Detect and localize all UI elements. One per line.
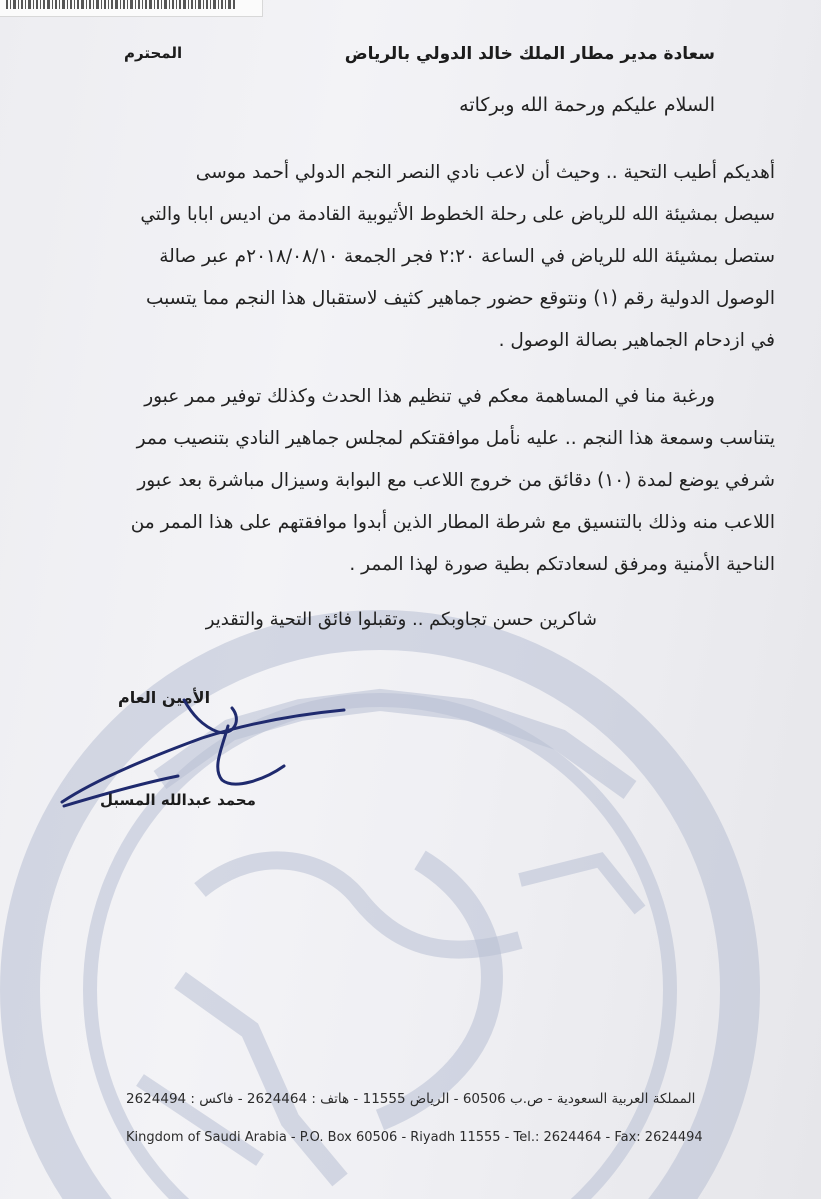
paragraph1-line-2: سيصل بمشيئة الله للرياض على رحلة الخطوط الأثيوبية القادمة من اديس ابابا والتي [140, 204, 775, 225]
barcode-stub [0, 0, 263, 17]
closing-line: شاكرين حسن تجاوبكم .. وتقبلوا فائق التحية والتقدير [205, 609, 597, 630]
paragraph1-line-1: أهديكم أطيب التحية .. وحيث أن لاعب نادي النصر النجم الدولي أحمد موسى [195, 162, 775, 183]
paragraph2-line-2: يتناسب وسمعة هذا النجم .. عليه نأمل موافقتكم لمجلس جماهير النادي بتنصيب ممر [136, 428, 775, 449]
honorific: المحترم [124, 44, 183, 62]
paragraph2-line-3: شرفي يوضع لمدة (١٠) دقائق من خروج اللاعب مع البوابة وسيزال مباشرة بعد عبور [137, 470, 775, 491]
greeting: السلام عليكم ورحمة الله وبركاته [459, 94, 715, 116]
footer-address-english: Kingdom of Saudi Arabia - P.O. Box 60506 - Riyadh 11555 - Tel.: 2624464 - Fax: 2624494 [126, 1130, 703, 1145]
signatory-title: الأمين العام [118, 688, 211, 707]
paragraph2-line-5: الناحية الأمنية ومرفق لسعادتكم بطية صورة لهذا الممر . [349, 554, 775, 575]
paragraph1-line-4: الوصول الدولية رقم (١) ونتوقع حضور جماهير كثيف لاستقبال هذا النجم مما يتسبب [145, 288, 775, 309]
paragraph1-line-3: ستصل بمشيئة الله للرياض في الساعة ٢:٢٠ فجر الجمعة ٢٠١٨/٠٨/١٠م عبر صالة [159, 246, 775, 267]
paragraph2-line-1: ورغبة منا في المساهمة معكم في تنظيم هذا الحدث وكذلك توفير ممر عبور [144, 386, 715, 407]
paragraph1-line-5: في ازدحام الجماهير بصالة الوصول . [498, 330, 775, 351]
addressee-line: سعادة مدير مطار الملك خالد الدولي بالرياض [344, 44, 715, 64]
barcode-icon [6, 0, 236, 9]
paragraph2-line-4: اللاعب منه وذلك بالتنسيق مع شرطة المطار الذين أبدوا موافقتهم على هذا الممر من [130, 512, 775, 533]
footer-address-arabic: المملكة العربية السعودية - ص.ب 60506 - الرياض 11555 - هاتف : 2624464 - فاكس : 2624494 [126, 1091, 696, 1107]
signatory-name: محمد عبدالله المسبل [100, 791, 256, 809]
